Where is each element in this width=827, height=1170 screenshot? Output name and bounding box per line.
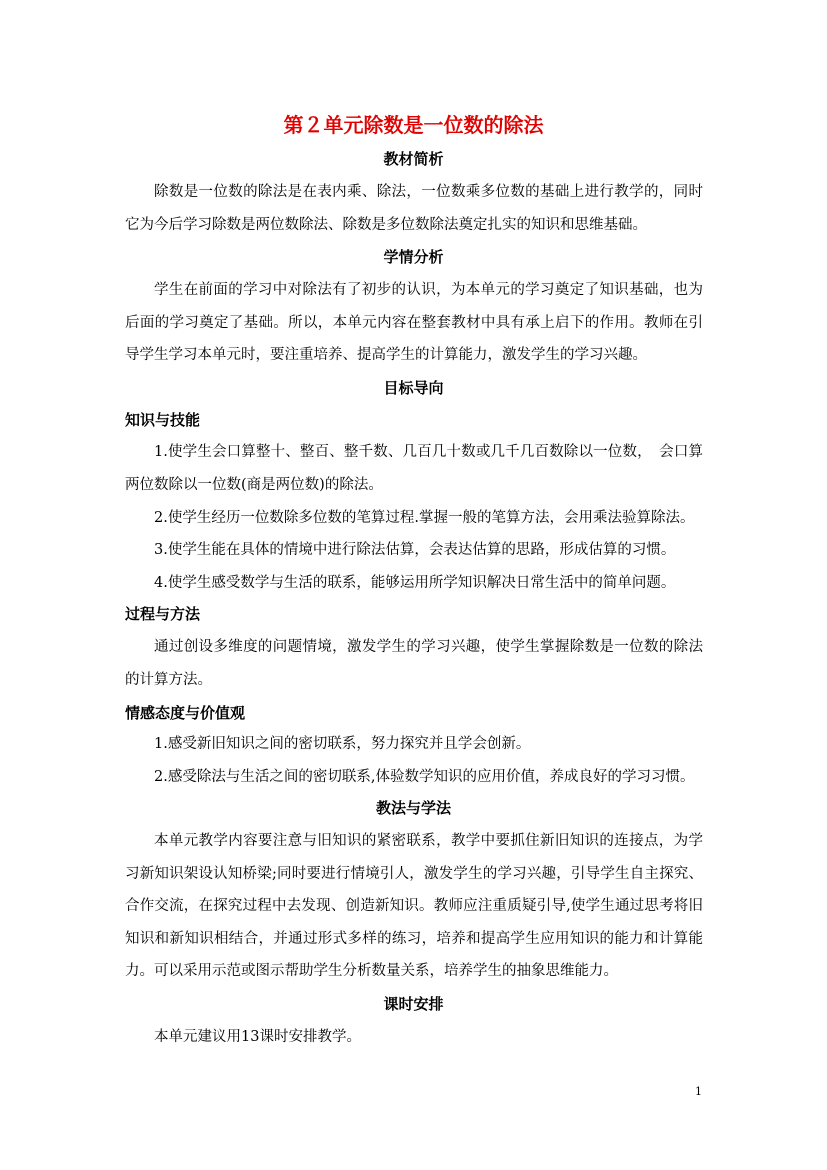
paragraph-students: 学生在前面的学习中对除法有了初步的认识，为本单元的学习奠定了知识基础，也为后面的学习奠定了基础。所以，本单元内容在整套教材中具有承上启下的作用。教师在引导学生学习本单元时，要注重培养、提高学生的计算能力，激发学生的学习兴趣。 [125,282,703,363]
subheading-process: 过程与方法 [125,605,201,623]
list-item-emotion-2: 2.感受除法与生活之间的密切联系,体验数学知识的应用价值，养成良好的学习习惯。 [154,769,695,785]
paragraph-methods: 本单元教学内容要注意与旧知识的紧密联系，教学中要抓住新旧知识的连接点，为学习新知识架设认知桥梁;同时要进行情境引人，激发学生的学习兴趣，引导学生自主探究、合作交流，在探究过程中去发现、创造新知识。教师应注重质疑引导,使学生通过思考将旧知识和新知识相结合，并通过形式多样的练习，培养和提高学生应用知识的能力和计算能力。可以采用示范或图示帮助学生分析数量关系，培养学生的抽象思维能力。 [125,833,703,979]
heading-students: 学情分析 [383,248,444,266]
heading-goals: 目标导向 [383,379,444,397]
list-item-knowledge-2: 2.使学生经历一位数除多位数的笔算过程.掌握一般的笔算方法，会用乘法验算除法。 [154,510,695,526]
subheading-emotion: 情感态度与价值观 [125,704,246,722]
heading-schedule: 课时安排 [383,995,444,1013]
subheading-knowledge: 知识与技能 [125,411,201,429]
list-item-knowledge-1: 1.使学生会口算整十、整百、整千数、几百几十数或几千几百数除以一位数， 会口算两位数除以一位数(商是两位数)的除法。 [125,444,703,493]
page-number: 1 [695,1085,702,1098]
list-item-knowledge-4: 4.使学生感受数学与生活的联系，能够运用所学知识解决日常生活中的简单问题。 [154,575,676,591]
list-item-emotion-1: 1.感受新旧知识之间的密切联系，努力探究并且学会创新。 [154,736,531,752]
paragraph-schedule: 本单元建议用13课时安排教学。 [154,1029,361,1045]
paragraph-process: 通过创设多维度的问题情境，激发学生的学习兴趣，使学生掌握除数是一位数的除法的计算方法。 [125,639,703,688]
heading-methods: 教法与学法 [375,799,451,817]
list-item-knowledge-3: 3.使学生能在具体的情境中进行除法估算，会表达估算的思路，形成估算的习惯。 [154,542,676,558]
page-title: 第２单元除数是一位数的除法 [283,113,544,137]
heading-textbook: 教材简析 [383,150,444,168]
paragraph-textbook: 除数是一位数的除法是在表内乘、除法，一位数乘多位数的基础上进行教学的，同时它为今后学习除数是两位数除法、除数是多位数除法奠定扎实的知识和思维基础。 [125,184,703,233]
